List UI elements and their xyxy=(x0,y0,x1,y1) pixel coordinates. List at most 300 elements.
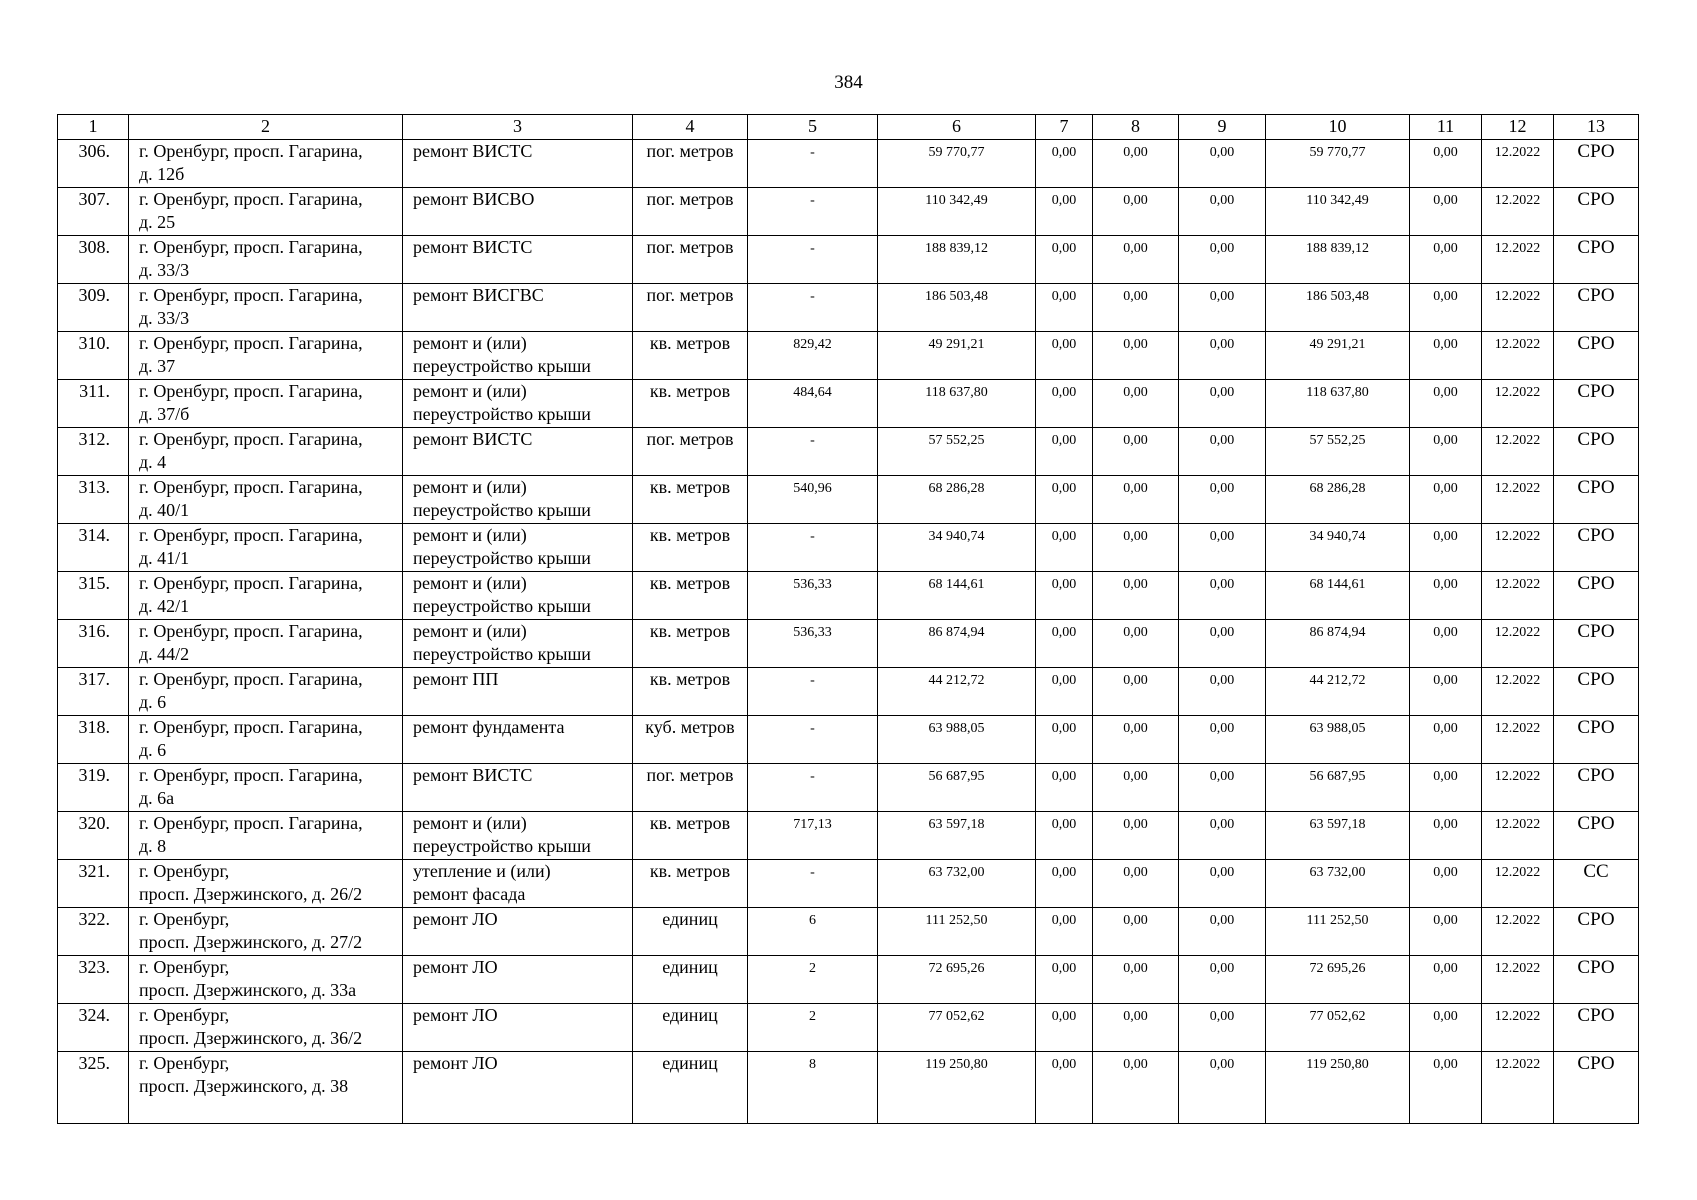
table-row xyxy=(58,1004,1639,1052)
col7-cell-text: 0,00 xyxy=(1051,1057,1077,1072)
volume-cell xyxy=(748,1004,878,1052)
row-number-text: 314. xyxy=(78,525,110,545)
row-number xyxy=(58,764,129,812)
address-cell xyxy=(129,1004,403,1052)
table-row xyxy=(58,236,1639,284)
col10-cell-text: 86 874,94 xyxy=(1309,625,1366,640)
col11-cell-text: 0,00 xyxy=(1433,817,1458,832)
col11-cell xyxy=(1410,476,1482,524)
row-number xyxy=(58,1052,129,1124)
unit-cell xyxy=(633,620,748,668)
address-cell-text: г. Оренбург, просп. Гагарина, xyxy=(139,573,363,593)
col11-cell-text: 0,00 xyxy=(1433,577,1458,592)
column-header: 1 xyxy=(58,115,129,140)
row-number xyxy=(58,428,129,476)
col7-cell-text: 0,00 xyxy=(1051,1009,1077,1024)
work-type-cell xyxy=(403,476,633,524)
address-cell xyxy=(129,1052,403,1124)
col9-cell-text: 0,00 xyxy=(1209,961,1235,976)
financing-method-cell xyxy=(1554,428,1639,476)
total-cost-cell-text: 56 687,95 xyxy=(928,769,985,784)
financing-method-cell xyxy=(1554,668,1639,716)
row-number xyxy=(58,668,129,716)
col7-cell xyxy=(1036,860,1093,908)
completion-date-cell xyxy=(1482,476,1554,524)
total-cost-cell xyxy=(878,236,1036,284)
table-row xyxy=(58,284,1639,332)
col7-cell-text: 0,00 xyxy=(1051,961,1077,976)
row-number-text: 323. xyxy=(78,957,110,977)
col8-cell-text: 0,00 xyxy=(1123,385,1148,400)
row-number-text: 312. xyxy=(78,429,110,449)
col11-cell xyxy=(1410,284,1482,332)
col10-cell-text: 68 144,61 xyxy=(1309,577,1366,592)
column-header: 10 xyxy=(1266,115,1410,140)
financing-method-cell xyxy=(1554,140,1639,188)
address-cell-text: д. 6а xyxy=(139,788,175,808)
volume-cell xyxy=(748,764,878,812)
row-number xyxy=(58,572,129,620)
completion-date-cell-text: 12.2022 xyxy=(1494,625,1541,640)
column-header: 6 xyxy=(878,115,1036,140)
col10-cell xyxy=(1266,188,1410,236)
total-cost-cell-text: 57 552,25 xyxy=(928,433,985,448)
completion-date-cell xyxy=(1482,284,1554,332)
work-type-cell xyxy=(403,668,633,716)
work-type-cell-text: ремонт и (или) xyxy=(413,525,527,545)
table-row xyxy=(58,620,1639,668)
col10-cell xyxy=(1266,812,1410,860)
work-type-cell xyxy=(403,908,633,956)
col10-cell-text: 44 212,72 xyxy=(1309,673,1366,688)
col7-cell-text: 0,00 xyxy=(1051,625,1077,640)
financing-method-cell xyxy=(1554,572,1639,620)
col11-cell-text: 0,00 xyxy=(1433,481,1458,496)
col8-cell xyxy=(1093,716,1179,764)
work-type-cell-text: переустройство крыши xyxy=(413,500,591,520)
work-type-cell-text: переустройство крыши xyxy=(413,644,591,664)
volume-cell xyxy=(748,380,878,428)
col11-cell-text: 0,00 xyxy=(1433,529,1458,544)
col10-cell-text: 34 940,74 xyxy=(1309,529,1366,544)
row-number-text: 310. xyxy=(78,333,110,353)
col11-cell-text: 0,00 xyxy=(1433,337,1458,352)
unit-cell-text: кв. метров xyxy=(649,525,731,545)
address-cell xyxy=(129,572,403,620)
financing-method-cell xyxy=(1554,284,1639,332)
unit-cell-text: кв. метров xyxy=(649,477,731,497)
col11-cell xyxy=(1410,668,1482,716)
financing-method-cell xyxy=(1554,764,1639,812)
col11-cell-text: 0,00 xyxy=(1433,865,1458,880)
completion-date-cell xyxy=(1482,572,1554,620)
work-type-cell-text: ремонт и (или) xyxy=(413,477,527,497)
financing-method-cell-text: СРО xyxy=(1577,717,1615,738)
col10-cell xyxy=(1266,716,1410,764)
col11-cell-text: 0,00 xyxy=(1433,961,1458,976)
completion-date-cell xyxy=(1482,620,1554,668)
work-type-cell xyxy=(403,140,633,188)
col11-cell-text: 0,00 xyxy=(1433,721,1458,736)
col8-cell xyxy=(1093,284,1179,332)
completion-date-cell-text: 12.2022 xyxy=(1494,193,1541,208)
total-cost-cell xyxy=(878,956,1036,1004)
total-cost-cell-text: 63 988,05 xyxy=(928,721,985,736)
completion-date-cell xyxy=(1482,956,1554,1004)
row-number-text: 322. xyxy=(78,909,110,929)
col11-cell-text: 0,00 xyxy=(1433,913,1458,928)
work-type-cell xyxy=(403,1052,633,1124)
col9-cell-text: 0,00 xyxy=(1209,385,1235,400)
col8-cell xyxy=(1093,236,1179,284)
col8-cell-text: 0,00 xyxy=(1123,769,1148,784)
total-cost-cell xyxy=(878,380,1036,428)
column-header: 12 xyxy=(1482,115,1554,140)
work-type-cell-text: переустройство крыши xyxy=(413,404,591,424)
col11-cell-text: 0,00 xyxy=(1433,673,1458,688)
total-cost-cell xyxy=(878,284,1036,332)
financing-method-cell-text: СРО xyxy=(1577,381,1615,402)
col8-cell-text: 0,00 xyxy=(1123,481,1148,496)
total-cost-cell-text: 68 144,61 xyxy=(928,577,985,592)
unit-cell xyxy=(633,188,748,236)
col11-cell xyxy=(1410,1004,1482,1052)
col11-cell xyxy=(1410,188,1482,236)
work-type-cell xyxy=(403,716,633,764)
address-cell-text: г. Оренбург, просп. Гагарина, xyxy=(139,669,363,689)
work-type-cell-text: ремонт фасада xyxy=(413,884,526,904)
col11-cell xyxy=(1410,572,1482,620)
completion-date-cell-text: 12.2022 xyxy=(1494,289,1541,304)
col9-cell-text: 0,00 xyxy=(1209,913,1235,928)
col7-cell-text: 0,00 xyxy=(1051,721,1077,736)
col7-cell-text: 0,00 xyxy=(1051,673,1077,688)
work-type-cell-text: ремонт ЛО xyxy=(413,957,498,977)
financing-method-cell xyxy=(1554,332,1639,380)
address-cell-text: д. 41/1 xyxy=(139,548,190,568)
completion-date-cell xyxy=(1482,1004,1554,1052)
table-header-row xyxy=(58,115,1639,140)
col11-cell-text: 0,00 xyxy=(1433,241,1458,256)
work-type-cell xyxy=(403,860,633,908)
col8-cell-text: 0,00 xyxy=(1123,721,1148,736)
col8-cell-text: 0,00 xyxy=(1123,145,1148,160)
col11-cell-text: 0,00 xyxy=(1433,385,1458,400)
financing-method-cell xyxy=(1554,860,1639,908)
completion-date-cell-text: 12.2022 xyxy=(1494,433,1541,448)
financing-method-cell-text: СРО xyxy=(1577,525,1615,546)
completion-date-cell-text: 12.2022 xyxy=(1494,1009,1541,1024)
unit-cell xyxy=(633,140,748,188)
col11-cell xyxy=(1410,812,1482,860)
row-number xyxy=(58,860,129,908)
row-number-text: 311. xyxy=(79,381,110,401)
address-cell-text: д. 12б xyxy=(139,164,185,184)
total-cost-cell-text: 63 732,00 xyxy=(928,865,985,880)
row-number xyxy=(58,524,129,572)
volume-cell xyxy=(748,476,878,524)
col7-cell-text: 0,00 xyxy=(1051,433,1077,448)
col11-cell xyxy=(1410,908,1482,956)
row-number xyxy=(58,908,129,956)
col10-cell-text: 63 597,18 xyxy=(1309,817,1366,832)
address-cell-text: д. 6 xyxy=(139,692,167,712)
unit-cell-text: кв. метров xyxy=(649,813,731,833)
col9-cell-text: 0,00 xyxy=(1209,1057,1235,1072)
financing-method-cell-text: СРО xyxy=(1577,573,1615,594)
address-cell xyxy=(129,620,403,668)
col10-cell-text: 72 695,26 xyxy=(1309,961,1366,976)
volume-cell-text: 2 xyxy=(809,961,816,976)
unit-cell xyxy=(633,908,748,956)
work-type-cell-text: ремонт ВИСТС xyxy=(413,237,533,257)
volume-cell xyxy=(748,236,878,284)
total-cost-cell-text: 110 342,49 xyxy=(925,193,988,208)
completion-date-cell xyxy=(1482,188,1554,236)
col8-cell xyxy=(1093,524,1179,572)
col10-cell xyxy=(1266,668,1410,716)
table-row xyxy=(58,332,1639,380)
col8-cell xyxy=(1093,908,1179,956)
table-row xyxy=(58,140,1639,188)
address-cell-text: просп. Дзержинского, д. 38 xyxy=(139,1076,349,1096)
volume-cell xyxy=(748,284,878,332)
col10-cell-text: 59 770,77 xyxy=(1309,145,1366,160)
col7-cell-text: 0,00 xyxy=(1051,289,1077,304)
table-row xyxy=(58,380,1639,428)
financing-method-cell-text: СРО xyxy=(1577,621,1615,642)
col11-cell xyxy=(1410,716,1482,764)
col9-cell xyxy=(1179,620,1266,668)
row-number-text: 316. xyxy=(78,621,110,641)
financing-method-cell-text: СРО xyxy=(1577,909,1615,930)
row-number xyxy=(58,140,129,188)
completion-date-cell-text: 12.2022 xyxy=(1494,721,1541,736)
unit-cell-text: кв. метров xyxy=(649,669,731,689)
col8-cell xyxy=(1093,764,1179,812)
completion-date-cell-text: 12.2022 xyxy=(1494,1057,1541,1072)
col10-cell xyxy=(1266,764,1410,812)
total-cost-cell-text: 186 503,48 xyxy=(925,289,988,304)
address-cell-text: г. Оренбург, xyxy=(139,957,230,977)
work-type-cell xyxy=(403,1004,633,1052)
table-row xyxy=(58,716,1639,764)
col7-cell xyxy=(1036,908,1093,956)
address-cell-text: г. Оренбург, просп. Гагарина, xyxy=(139,477,363,497)
address-cell xyxy=(129,188,403,236)
unit-cell xyxy=(633,476,748,524)
total-cost-cell-text: 68 286,28 xyxy=(928,481,985,496)
row-number xyxy=(58,476,129,524)
row-number xyxy=(58,332,129,380)
volume-cell-text: - xyxy=(810,241,815,256)
volume-cell xyxy=(748,668,878,716)
col9-cell xyxy=(1179,668,1266,716)
address-cell-text: д. 33/3 xyxy=(139,308,190,328)
col10-cell-text: 188 839,12 xyxy=(1306,241,1369,256)
table-row xyxy=(58,956,1639,1004)
unit-cell-text: кв. метров xyxy=(649,861,731,881)
col7-cell xyxy=(1036,428,1093,476)
col10-cell-text: 77 052,62 xyxy=(1309,1009,1366,1024)
col10-cell xyxy=(1266,572,1410,620)
col9-cell-text: 0,00 xyxy=(1209,769,1235,784)
col10-cell xyxy=(1266,284,1410,332)
address-cell-text: г. Оренбург, xyxy=(139,909,230,929)
work-type-cell-text: ремонт и (или) xyxy=(413,621,527,641)
table-row xyxy=(58,524,1639,572)
unit-cell xyxy=(633,956,748,1004)
col8-cell xyxy=(1093,956,1179,1004)
col11-cell-text: 0,00 xyxy=(1433,1057,1458,1072)
col8-cell-text: 0,00 xyxy=(1123,577,1148,592)
volume-cell xyxy=(748,956,878,1004)
row-number xyxy=(58,620,129,668)
completion-date-cell-text: 12.2022 xyxy=(1494,337,1541,352)
total-cost-cell-text: 72 695,26 xyxy=(928,961,985,976)
total-cost-cell xyxy=(878,1052,1036,1124)
table-row xyxy=(58,860,1639,908)
financing-method-cell-text: СРО xyxy=(1577,429,1615,450)
total-cost-cell-text: 118 637,80 xyxy=(925,385,988,400)
col8-cell-text: 0,00 xyxy=(1123,673,1148,688)
col9-cell xyxy=(1179,380,1266,428)
col9-cell xyxy=(1179,860,1266,908)
col9-cell xyxy=(1179,284,1266,332)
col7-cell xyxy=(1036,1004,1093,1052)
volume-cell-text: - xyxy=(810,145,815,160)
col11-cell-text: 0,00 xyxy=(1433,193,1458,208)
address-cell-text: д. 40/1 xyxy=(139,500,190,520)
volume-cell-text: 8 xyxy=(809,1057,816,1072)
completion-date-cell-text: 12.2022 xyxy=(1494,961,1541,976)
table-row xyxy=(58,764,1639,812)
col7-cell xyxy=(1036,716,1093,764)
col11-cell xyxy=(1410,524,1482,572)
financing-method-cell xyxy=(1554,1004,1639,1052)
table-row xyxy=(58,476,1639,524)
col7-cell xyxy=(1036,284,1093,332)
volume-cell xyxy=(748,908,878,956)
completion-date-cell-text: 12.2022 xyxy=(1494,865,1541,880)
col7-cell xyxy=(1036,476,1093,524)
col8-cell xyxy=(1093,620,1179,668)
unit-cell-text: куб. метров xyxy=(645,717,735,737)
col8-cell xyxy=(1093,380,1179,428)
unit-cell-text: единиц xyxy=(662,1005,718,1025)
row-number-text: 320. xyxy=(78,813,110,833)
col7-cell-text: 0,00 xyxy=(1051,817,1077,832)
work-type-cell-text: ремонт и (или) xyxy=(413,381,527,401)
unit-cell xyxy=(633,1052,748,1124)
col11-cell-text: 0,00 xyxy=(1433,769,1458,784)
row-number-text: 324. xyxy=(78,1005,110,1025)
total-cost-cell xyxy=(878,332,1036,380)
work-type-cell-text: ремонт фундамента xyxy=(413,717,565,737)
col10-cell-text: 110 342,49 xyxy=(1306,193,1369,208)
repair-schedule-table xyxy=(57,114,1639,1124)
volume-cell-text: 6 xyxy=(809,913,816,928)
unit-cell xyxy=(633,668,748,716)
address-cell-text: г. Оренбург, просп. Гагарина, xyxy=(139,141,363,161)
col9-cell xyxy=(1179,188,1266,236)
col11-cell xyxy=(1410,1052,1482,1124)
col8-cell-text: 0,00 xyxy=(1123,289,1148,304)
completion-date-cell xyxy=(1482,428,1554,476)
unit-cell-text: пог. метров xyxy=(646,765,734,785)
col8-cell xyxy=(1093,332,1179,380)
unit-cell-text: кв. метров xyxy=(649,381,731,401)
volume-cell-text: - xyxy=(810,721,815,736)
volume-cell-text: 536,33 xyxy=(793,577,832,592)
address-cell-text: д. 25 xyxy=(139,212,176,232)
total-cost-cell-text: 111 252,50 xyxy=(925,913,988,928)
col11-cell-text: 0,00 xyxy=(1433,1009,1458,1024)
col11-cell xyxy=(1410,380,1482,428)
work-type-cell xyxy=(403,284,633,332)
row-number-text: 307. xyxy=(78,189,110,209)
col9-cell xyxy=(1179,476,1266,524)
total-cost-cell xyxy=(878,140,1036,188)
col8-cell-text: 0,00 xyxy=(1123,337,1148,352)
col9-cell-text: 0,00 xyxy=(1209,673,1235,688)
work-type-cell xyxy=(403,428,633,476)
col11-cell xyxy=(1410,428,1482,476)
work-type-cell xyxy=(403,620,633,668)
col8-cell-text: 0,00 xyxy=(1123,817,1148,832)
col9-cell xyxy=(1179,332,1266,380)
row-number xyxy=(58,380,129,428)
financing-method-cell-text: СРО xyxy=(1577,141,1615,162)
address-cell-text: г. Оренбург, просп. Гагарина, xyxy=(139,621,363,641)
work-type-cell xyxy=(403,524,633,572)
total-cost-cell-text: 188 839,12 xyxy=(925,241,988,256)
col9-cell xyxy=(1179,908,1266,956)
financing-method-cell-text: СРО xyxy=(1577,237,1615,258)
address-cell xyxy=(129,236,403,284)
volume-cell xyxy=(748,428,878,476)
unit-cell xyxy=(633,860,748,908)
row-number-text: 319. xyxy=(78,765,110,785)
column-header: 13 xyxy=(1554,115,1639,140)
col11-cell-text: 0,00 xyxy=(1433,625,1458,640)
col10-cell xyxy=(1266,908,1410,956)
completion-date-cell xyxy=(1482,1052,1554,1124)
work-type-cell-text: переустройство крыши xyxy=(413,596,591,616)
col7-cell xyxy=(1036,188,1093,236)
col7-cell xyxy=(1036,668,1093,716)
col9-cell xyxy=(1179,716,1266,764)
volume-cell xyxy=(748,860,878,908)
completion-date-cell xyxy=(1482,716,1554,764)
address-cell-text: г. Оренбург, просп. Гагарина, xyxy=(139,525,363,545)
work-type-cell-text: ремонт и (или) xyxy=(413,813,527,833)
col10-cell-text: 111 252,50 xyxy=(1306,913,1369,928)
col9-cell xyxy=(1179,236,1266,284)
completion-date-cell xyxy=(1482,908,1554,956)
address-cell-text: г. Оренбург, просп. Гагарина, xyxy=(139,381,363,401)
col9-cell xyxy=(1179,812,1266,860)
address-cell-text: г. Оренбург, просп. Гагарина, xyxy=(139,429,363,449)
address-cell-text: г. Оренбург, просп. Гагарина, xyxy=(139,333,363,353)
col7-cell-text: 0,00 xyxy=(1051,193,1077,208)
work-type-cell-text: ремонт ПП xyxy=(413,669,499,689)
address-cell-text: г. Оренбург, xyxy=(139,1005,230,1025)
row-number xyxy=(58,956,129,1004)
financing-method-cell-text: СРО xyxy=(1577,285,1615,306)
col9-cell-text: 0,00 xyxy=(1209,193,1235,208)
col7-cell-text: 0,00 xyxy=(1051,385,1077,400)
